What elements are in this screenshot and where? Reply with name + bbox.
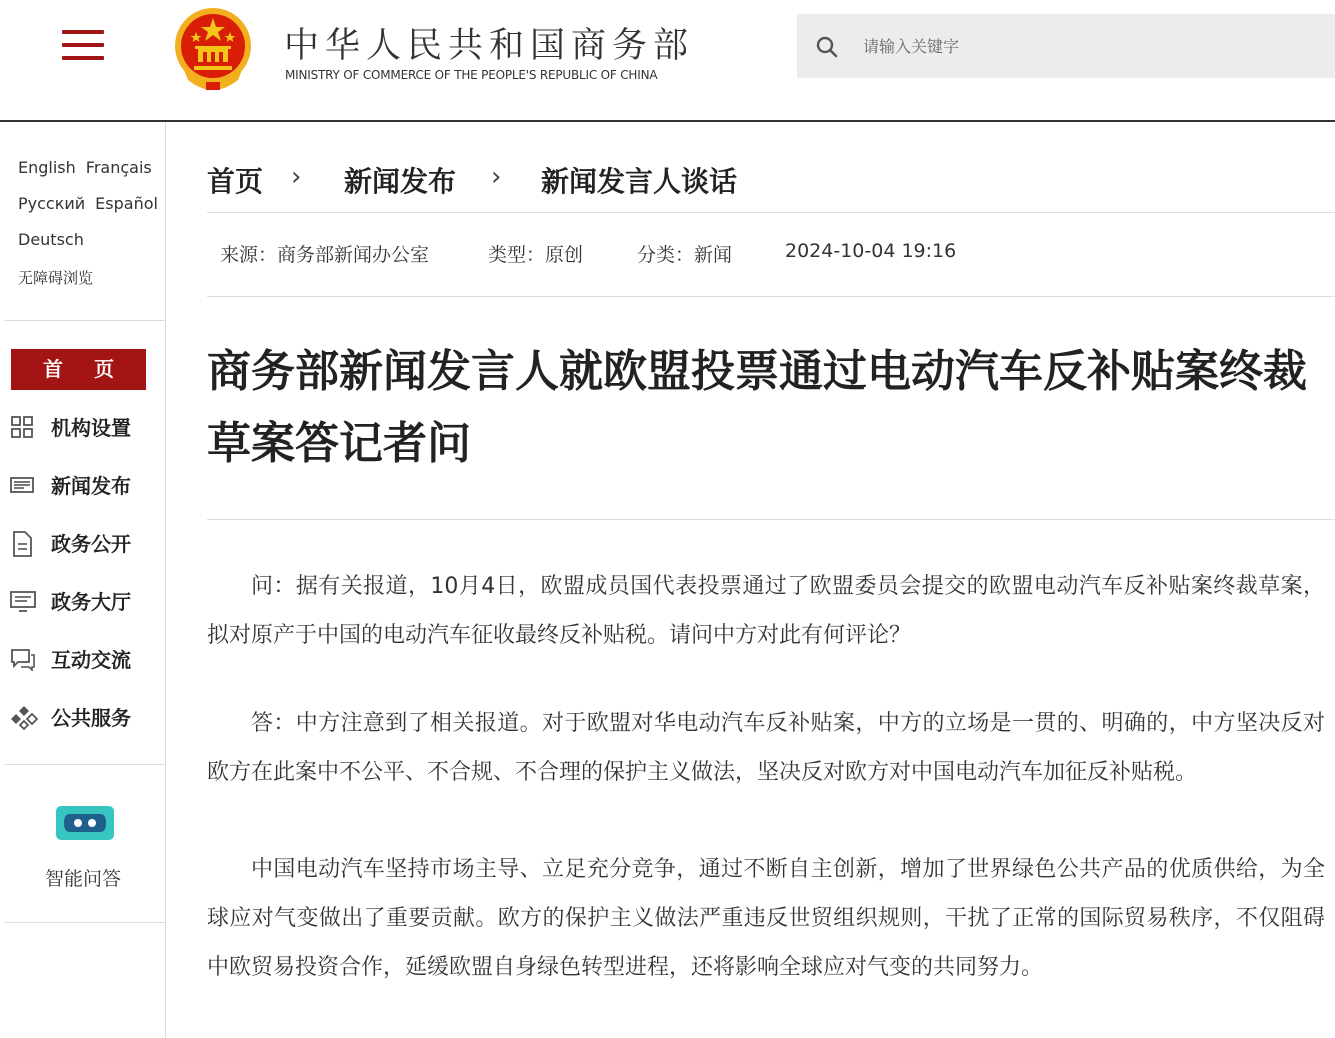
title-divider: [207, 519, 1335, 520]
lang-spanish[interactable]: Español: [95, 194, 158, 213]
lang-russian[interactable]: Русский: [18, 194, 86, 213]
sidebar-item-organization[interactable]: [10, 408, 160, 444]
sidebar-item-interaction[interactable]: [10, 640, 160, 676]
breadcrumb-home[interactable]: 首页: [207, 165, 264, 198]
breadcrumb-news[interactable]: 新闻发布: [344, 165, 457, 198]
accessibility-link[interactable]: 无障碍浏览: [18, 269, 94, 287]
sidebar-item-label: 机构设置: [51, 416, 131, 440]
lang-english[interactable]: English: [18, 158, 76, 177]
search-box[interactable]: [797, 14, 1335, 78]
sidebar-divider: [4, 320, 165, 321]
sidebar-item-service-hall[interactable]: [10, 582, 160, 618]
search-icon[interactable]: [815, 35, 839, 59]
language-row-3: [18, 230, 94, 249]
national-emblem-icon[interactable]: [172, 4, 254, 92]
site-header: [0, 0, 1335, 122]
article-title: 商务部新闻发言人就欧盟投票通过电动汽车反补贴案终裁草案答记者问: [207, 346, 1307, 469]
sidebar-home-button[interactable]: 首 页: [11, 349, 146, 390]
article-paragraph-body: 中国电动汽车坚持市场主导、立足充分竞争，通过不断自主创新，增加了世界绿色公共产品的优质供给，为全球应对气变做出了重要贡献。欧方的保护主义做法严重违反世贸组织规则，干扰了正常的国际贸易秩序，不仅阻碍中欧贸易投资合作，延缓欧盟自身绿色转型进程，还将影响全球应对气变的共同努力。: [207, 857, 1325, 980]
language-row-1: [18, 158, 162, 177]
assistant-label[interactable]: 智能问答: [44, 868, 121, 890]
sidebar-item-label: 公共服务: [51, 706, 131, 730]
menu-icon[interactable]: [62, 28, 106, 62]
language-row-2: [18, 194, 168, 213]
article-source: 来源：商务部新闻办公室: [220, 244, 430, 266]
header-divider: [0, 120, 1335, 122]
sidebar-divider: [4, 922, 165, 923]
assistant-bot-icon[interactable]: [54, 802, 116, 844]
sidebar-item-label: 政务大厅: [51, 590, 131, 614]
article-paragraph-question: 问：据有关报道，10月4日，欧盟成员国代表投票通过了欧盟委员会提交的欧盟电动汽车反补贴案终裁草案，拟对原产于中国的电动汽车征收最终反补贴税。请问中方对此有何评论？: [207, 574, 1325, 648]
sidebar-item-gov-affairs[interactable]: [10, 524, 160, 560]
news-icon: [10, 473, 34, 497]
article-paragraph-answer: 答：中方注意到了相关报道。对于欧盟对华电动汽车反补贴案，中方的立场是一贯的、明确的，中方坚决反对欧方在此案中不公平、不合规、不合理的保护主义做法，坚决反对欧方对中国电动汽车加征反补贴税。: [207, 711, 1325, 785]
sidebar-item-label: 政务公开: [51, 532, 131, 556]
article-datetime: 2024-10-04 19:16: [785, 240, 957, 262]
site-subtitle-en: MINISTRY OF COMMERCE OF THE PEOPLE'S REPUBLIC OF CHINA: [285, 68, 658, 82]
chat-icon: [10, 647, 36, 671]
public-service-icon: [10, 705, 38, 731]
sidebar-item-news[interactable]: [10, 466, 160, 502]
meta-divider: [207, 296, 1335, 297]
lang-french[interactable]: Français: [85, 158, 152, 177]
org-grid-icon: [10, 415, 34, 439]
breadcrumb-spokesperson[interactable]: 新闻发言人谈话: [541, 165, 738, 198]
breadcrumb-chevron-icon: ›: [491, 162, 502, 192]
service-hall-icon: [10, 589, 36, 613]
lang-german[interactable]: Deutsch: [18, 230, 84, 249]
breadcrumb-divider: [207, 212, 1335, 213]
sidebar-divider: [4, 764, 165, 765]
document-icon: [10, 531, 34, 557]
article-category: 分类：新闻: [637, 244, 733, 266]
article-type: 类型：原创: [488, 244, 584, 266]
sidebar-item-label: 互动交流: [51, 648, 131, 672]
search-input[interactable]: [863, 14, 1323, 78]
breadcrumb-chevron-icon: ›: [291, 162, 302, 192]
sidebar: [0, 122, 166, 1038]
sidebar-item-label: 新闻发布: [51, 474, 131, 498]
site-title[interactable]: 中华人民共和国商务部: [284, 26, 695, 66]
sidebar-item-public-service[interactable]: [10, 698, 160, 734]
